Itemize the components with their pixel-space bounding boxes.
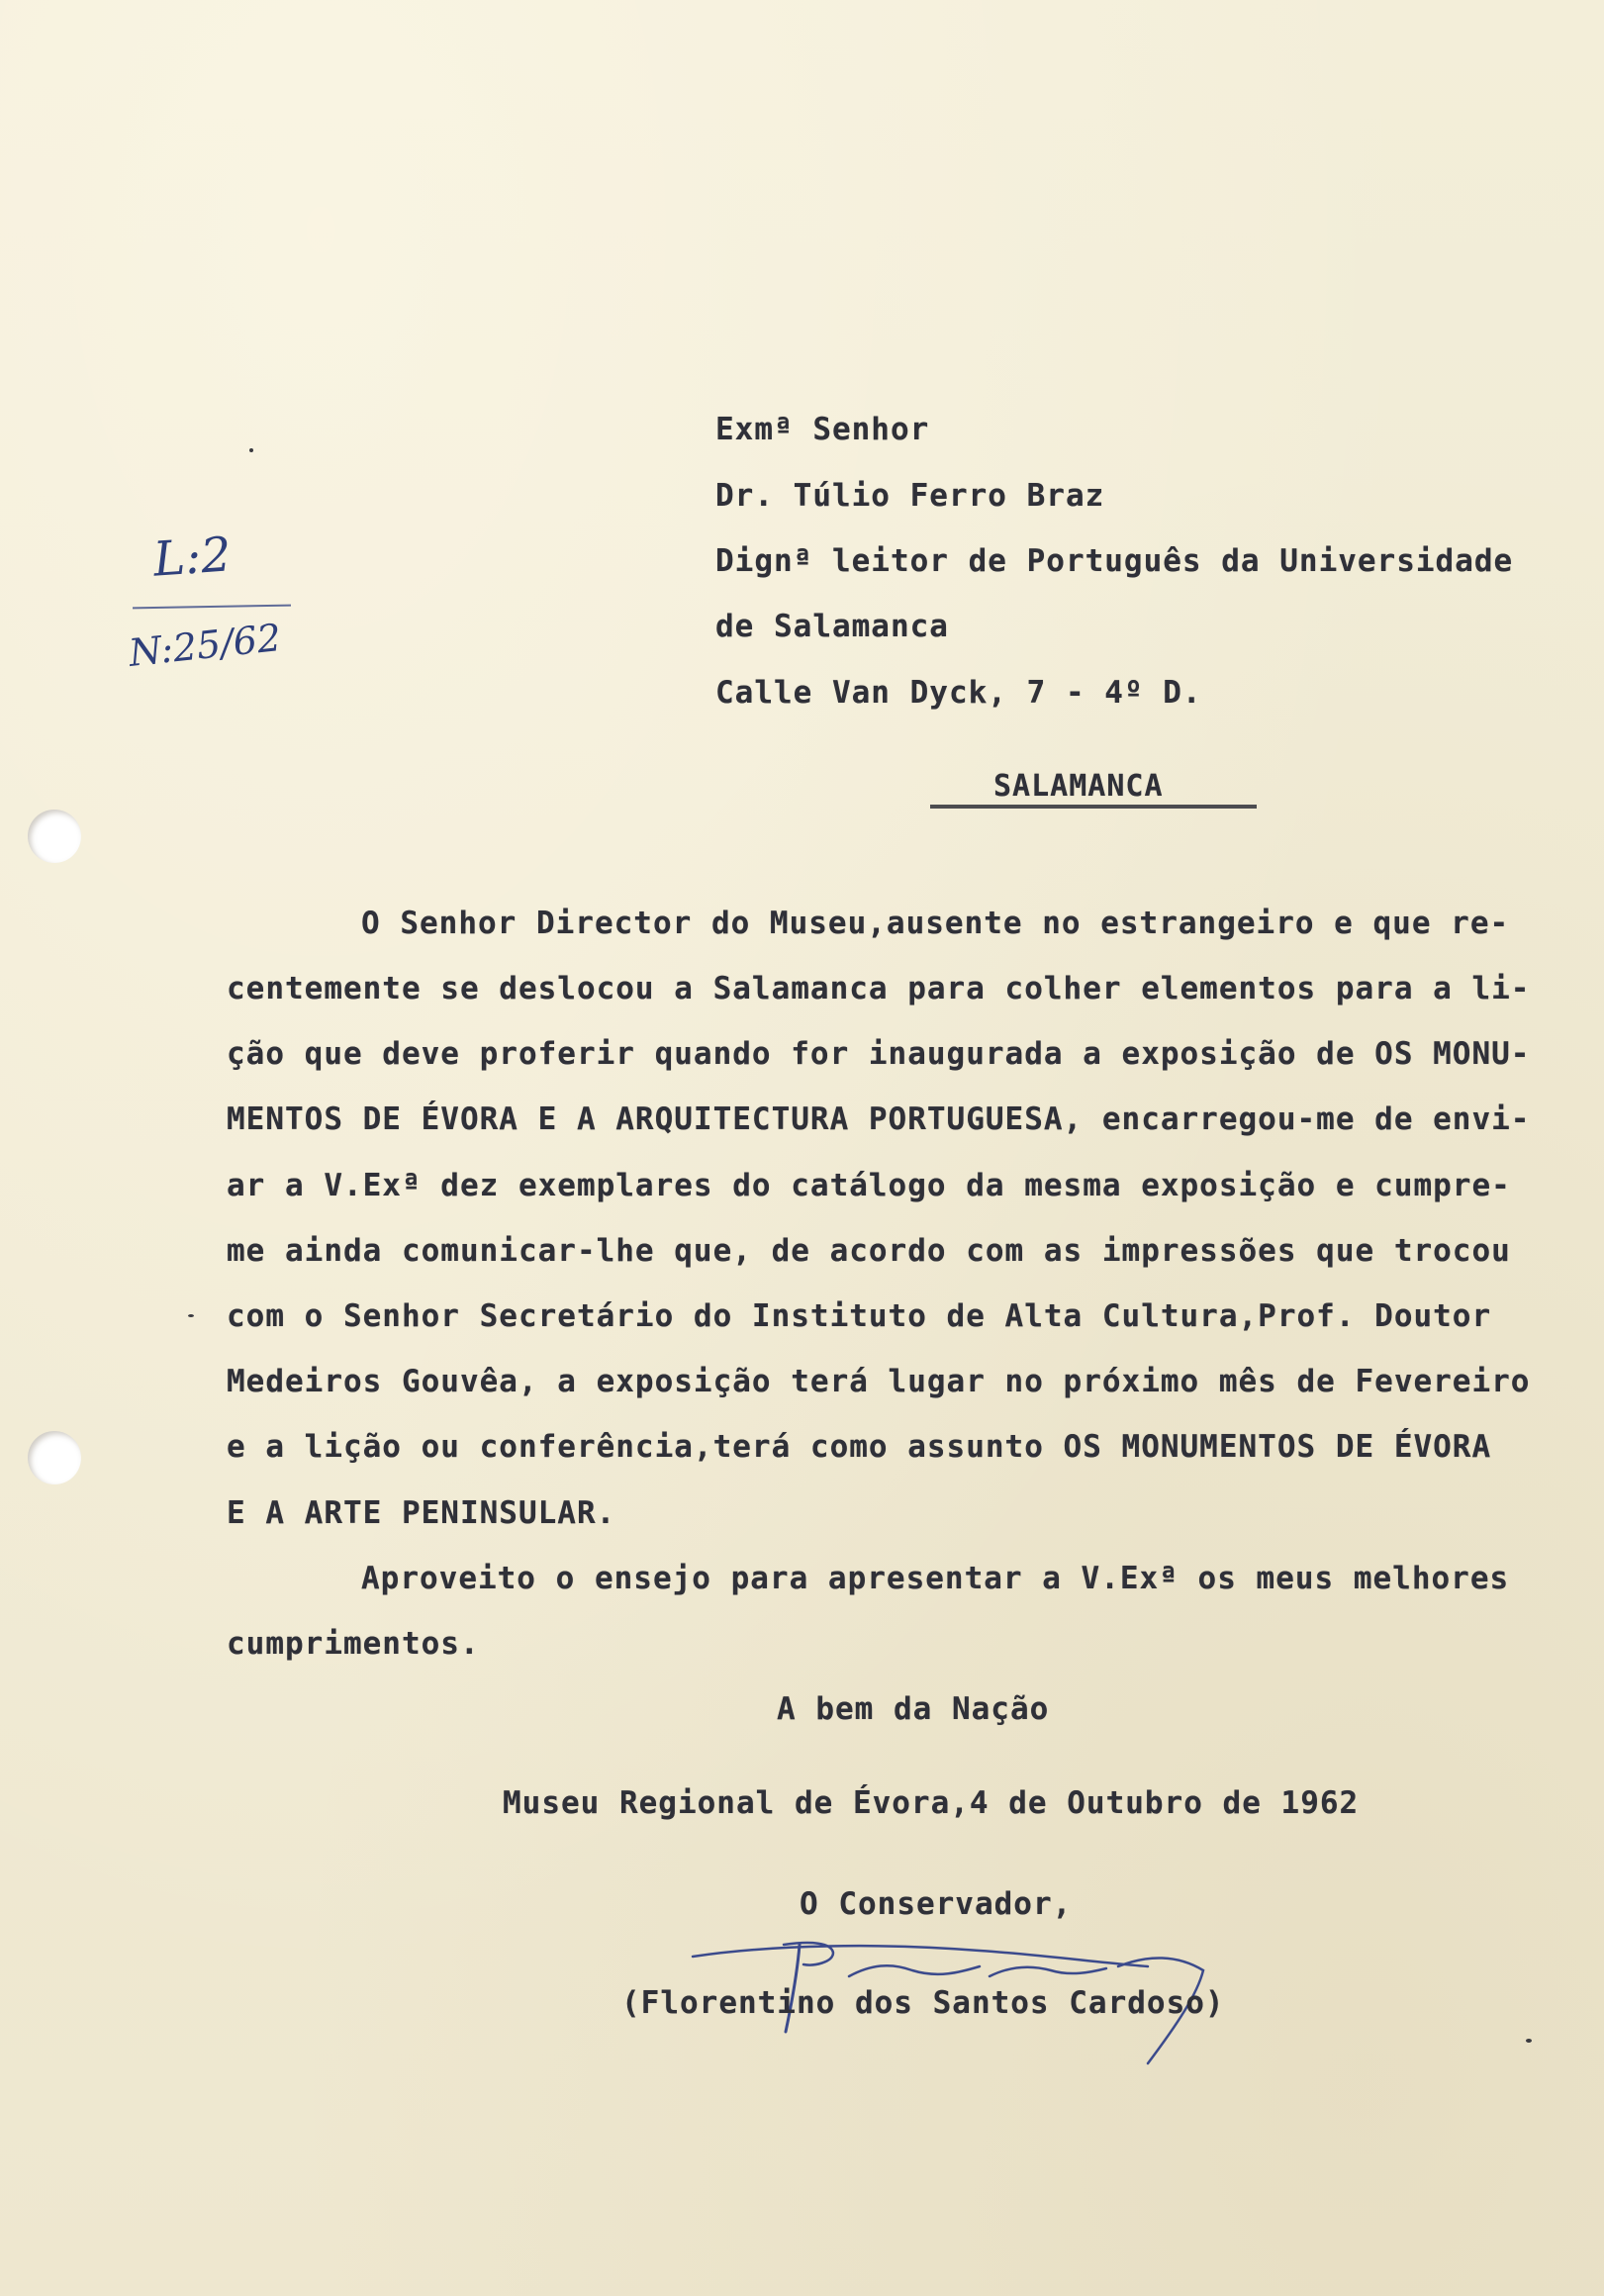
city-underline: [930, 805, 1257, 809]
punch-hole: [28, 1431, 81, 1484]
addressee-title: Dignª leitor de Português da Universidade: [715, 543, 1514, 579]
ink-speck: [249, 448, 253, 452]
ink-speck: [1526, 2039, 1532, 2043]
signer-name: (Florentino dos Santos Cardoso): [621, 1985, 1225, 2021]
body-line: Aproveito o ensejo para apresentar a V.Exª os meus melhores: [361, 1561, 1510, 1596]
addressee-title-cont: de Salamanca: [715, 609, 949, 644]
addressee-name: Dr. Túlio Ferro Braz: [715, 478, 1105, 514]
body-line: E A ARTE PENINSULAR.: [227, 1495, 616, 1531]
closing-formula: A bem da Nação: [777, 1691, 1050, 1727]
body-line: ção que deve proferir quando for inaugurada a exposição de OS MONU-: [227, 1036, 1531, 1072]
addressee-city: SALAMANCA: [993, 769, 1164, 804]
margin-note-bottom: N:25/62: [127, 616, 284, 675]
margin-note-top: L:2: [151, 526, 234, 588]
addressee-salutation: Exmª Senhor: [715, 412, 930, 447]
body-line: O Senhor Director do Museu,ausente no estrangeiro e que re-: [361, 906, 1510, 941]
body-line: MENTOS DE ÉVORA E A ARQUITECTURA PORTUGUESA, encarregou-me de envi-: [227, 1101, 1531, 1137]
body-line: cumprimentos.: [227, 1626, 480, 1662]
body-line: me ainda comunicar-lhe que, de acordo com as impressões que trocou: [227, 1233, 1511, 1269]
body-line: Medeiros Gouvêa, a exposição terá lugar no próximo mês de Fevereiro: [227, 1364, 1531, 1399]
place-and-date: Museu Regional de Évora,4 de Outubro de 1962: [503, 1785, 1360, 1821]
body-line: ar a V.Exª dez exemplares do catálogo da mesma exposição e cumpre-: [227, 1168, 1511, 1203]
addressee-street: Calle Van Dyck, 7 - 4º D.: [715, 675, 1202, 711]
punch-hole: [28, 810, 81, 863]
ink-speck: [188, 1314, 194, 1317]
signer-role: O Conservador,: [800, 1886, 1073, 1922]
body-line: e a lição ou conferência,terá como assunto OS MONUMENTOS DE ÉVORA: [227, 1429, 1492, 1465]
body-line: centemente se deslocou a Salamanca para colher elementos para a li-: [227, 971, 1531, 1006]
body-line: com o Senhor Secretário do Instituto de Alta Cultura,Prof. Doutor: [227, 1298, 1492, 1334]
margin-note-rule: [133, 605, 291, 610]
